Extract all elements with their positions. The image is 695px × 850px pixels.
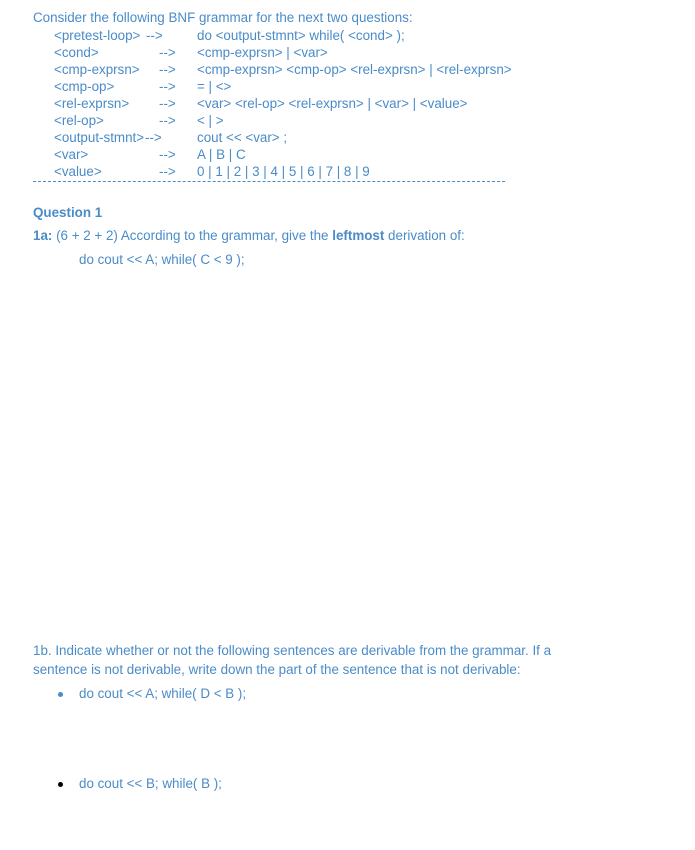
rule-arrow: --> [159,164,176,179]
dashed-divider [33,181,505,182]
bullet-icon [58,782,63,787]
rule-arrow: --> [145,130,162,145]
rule-rhs: <var> <rel-op> <rel-exprsn> | <var> | <value> [197,96,468,111]
question-1a-text-after: derivation of: [384,228,465,243]
rule-lhs: <rel-op> [54,113,104,128]
rule-arrow: --> [146,28,163,43]
rule-rhs: cout << <var> ; [197,130,288,145]
question-1b-sentence: do cout << A; while( D < B ); [79,686,247,701]
rule-lhs: <pretest-loop> [54,28,141,43]
question-1a-prompt [33,228,465,243]
rule-rhs: <cmp-exprsn> <cmp-op> <rel-exprsn> | <rel-exprsn> [197,62,512,77]
question-1a-text-before: (6 + 2 + 2) According to the grammar, give the [52,228,333,243]
rule-arrow: --> [159,45,176,60]
rule-lhs: <value> [54,164,102,179]
bullet-icon [58,692,63,697]
question-1a-emphasis: leftmost [332,228,385,243]
rule-rhs: 0 | 1 | 2 | 3 | 4 | 5 | 6 | 7 | 8 | 9 [197,164,370,179]
rule-arrow: --> [159,96,176,111]
question-1a-sentence: do cout << A; while( C < 9 ); [79,252,245,267]
rule-lhs: <var> [54,147,89,162]
rule-lhs: <cmp-exprsn> [54,62,140,77]
rule-lhs: <cond> [54,45,99,60]
rule-lhs: <output-stmnt> [54,130,145,145]
rule-lhs: <cmp-op> [54,79,115,94]
rule-rhs: A | B | C [197,147,246,162]
question-1b-prompt: 1b. Indicate whether or not the following sentences are derivable from the grammar. If a sentence is not derivable, write down the part of the sentence that is not derivable: [33,643,552,677]
rule-rhs: = | <> [197,79,232,94]
rule-arrow: --> [159,62,176,77]
rule-rhs: do <output-stmnt> while( <cond> ); [197,28,405,43]
rule-rhs: <cmp-exprsn> | <var> [197,45,328,60]
intro-text: Consider the following BNF grammar for the next two questions: [33,10,413,25]
rule-arrow: --> [159,147,176,162]
question-1b-sentence: do cout << B; while( B ); [79,776,222,791]
rule-arrow: --> [159,79,176,94]
rule-rhs: < | > [197,113,224,128]
question-1a-label: 1a: [33,228,53,243]
rule-arrow: --> [159,113,176,128]
rule-lhs: <rel-exprsn> [54,96,130,111]
question-heading: Question 1 [33,205,103,220]
